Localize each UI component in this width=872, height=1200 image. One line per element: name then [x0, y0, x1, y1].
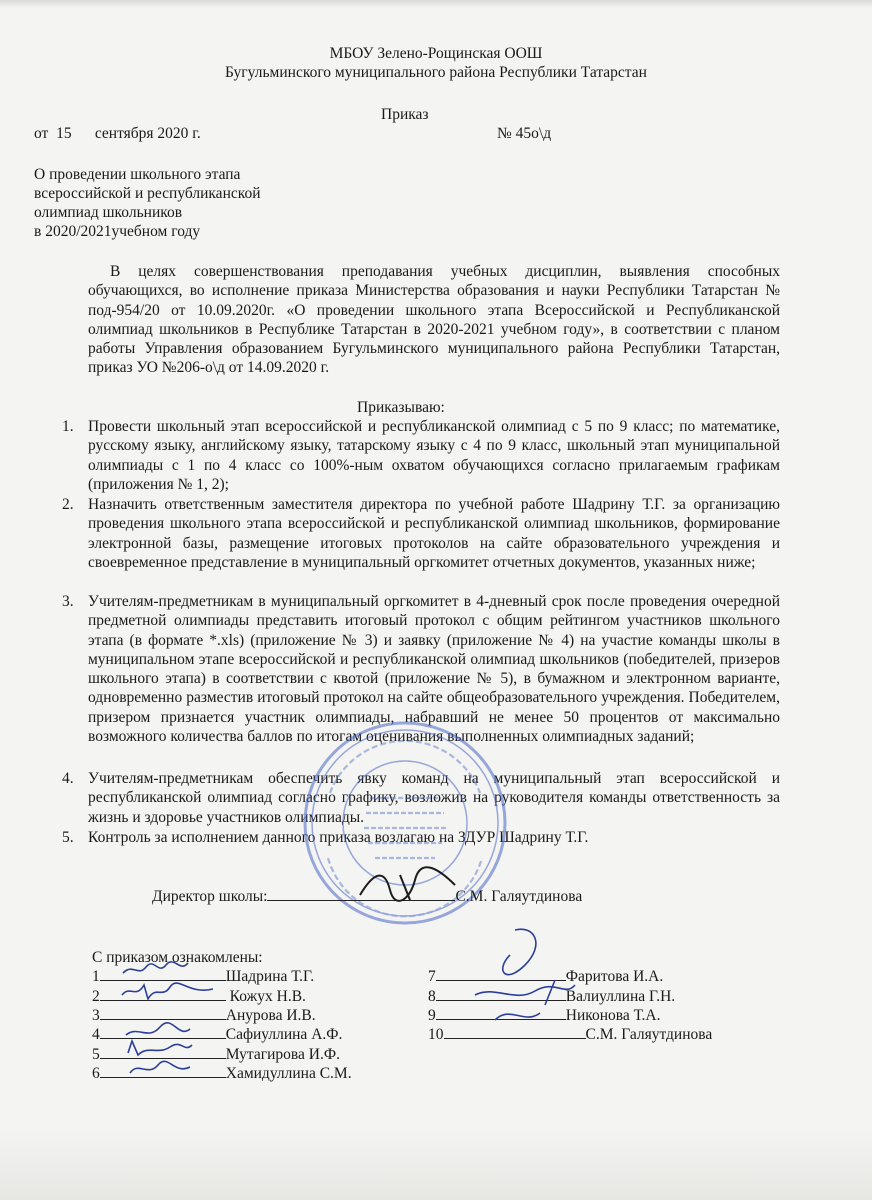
date-prefix: от	[34, 125, 49, 142]
person-name: Хамидуллина С.М.	[225, 1065, 352, 1082]
org-district: Бугульминского муниципального района Республики Татарстан	[225, 64, 647, 81]
order-item-5: Контроль за исполнением данного приказа возлагаю на ЗДУР Шадрину Т.Г.	[88, 829, 589, 846]
order-title: Приказ	[381, 106, 429, 123]
row-number: 6	[92, 1065, 100, 1082]
order-date	[34, 124, 201, 143]
person-name: Фаритова И.А.	[565, 968, 664, 985]
item-number: 3.	[62, 593, 74, 610]
subject-line: в 2020/2021учебном году	[34, 223, 201, 240]
item-number: 4.	[62, 770, 74, 787]
subject-line: олимпиад школьников	[34, 204, 183, 221]
signature-line	[444, 1038, 586, 1039]
order-item-4: Учителям-предметникам обеспечить явку команд на муниципальный этап всероссийской и республиканской олимпиад согласно графику, возложив на руководителя команды ответственность за жизнь и здоровье участников олимпиады.	[88, 770, 780, 826]
row-number: 3	[92, 1007, 100, 1024]
date-month-year: сентября 2020 г.	[94, 125, 201, 142]
person-name: Кожух Н.В.	[225, 988, 306, 1005]
subject-line: всероссийской и республиканской	[34, 185, 261, 202]
item-number: 5.	[62, 829, 74, 846]
person-name: Шадрина Т.Г.	[225, 968, 315, 985]
scan-edge-bottom	[0, 1128, 872, 1200]
org-name: МБОУ Зелено-Рощинская ООШ	[329, 45, 543, 62]
row-number: 10	[428, 1026, 444, 1043]
person-name: Никонова Т.А.	[565, 1007, 661, 1024]
order-item-3: Учителям-предметникам в муниципальный оргкомитет в 4-дневный срок после проведения очередной предметной олимпиады представить итоговый протокол с общим рейтингом участников школьного этапа (в формате *.xls) (приложение № 3) и заявку (приложение № 4) на участие команды школы в муниципальном этапе всероссийской и республиканской олимпиад школьников (победителей, призеров школьного этапа) в соответствии с квотой (приложение № 5), в бумажном и электронном варианте, одновременно разместив итоговый протокол на сайте общеобразовательного учреждения. Победителем, призером признается участник олимпиады, набравший не менее 50 процентов от максимально возможного количества баллов по итогам оценивания выполненных олимпиадных заданий;	[88, 593, 780, 746]
preamble-paragraph: В целях совершенствования преподавания учебных дисциплин, выявления способных обучающихся, во исполнение приказа Министерства образования и науки Республики Татарстан № под-954/20 от 10.09.2020г. «О проведении школьного этапа Всероссийской и Республиканской олимпиад школьников в Республике Татарстан в 2020-2021 учебном году», в соответствии с планом работы Управления образованием Бугульминского муниципального района Республики Татарстан, приказ УО №206-о\д от 14.09.2020 г.	[88, 263, 780, 377]
director-label: Директор школы:	[152, 888, 268, 905]
acquainted-heading: С приказом ознакомлены:	[92, 949, 263, 966]
director-signature	[355, 860, 465, 910]
person-name: Валиуллина Г.Н.	[565, 988, 676, 1005]
item-number: 2.	[62, 496, 74, 513]
person-name: Мутагирова И.Ф.	[225, 1046, 340, 1063]
order-number: № 45о\д	[497, 125, 552, 142]
subject-line: О проведении школьного этапа	[34, 166, 241, 183]
scan-edge-top	[0, 0, 872, 8]
staff-signatures-left	[118, 955, 228, 1085]
date-day: 15	[56, 125, 72, 142]
row-number: 1	[92, 968, 100, 985]
person-name: Сафиуллина А.Ф.	[225, 1026, 343, 1043]
orders-heading: Приказываю:	[357, 399, 445, 416]
order-item-2: Назначить ответственным заместителя директора по учебной работе Шадрину Т.Г. за организацию проведения школьного этапа всероссийской и республиканской олимпиад школьников, формирование электронной базы, размещение итоговых протоколов на сайте образовательного учреждения и своевременное представление в муниципальный оргкомитет отчетных документов, указанных ниже;	[88, 496, 780, 571]
row-number: 4	[92, 1026, 100, 1043]
staff-signatures-right	[455, 925, 605, 1035]
row-number: 5	[92, 1046, 100, 1063]
row-number: 7	[428, 968, 436, 985]
row-number: 2	[92, 988, 100, 1005]
item-number: 1.	[62, 418, 74, 435]
person-name: С.М. Галяутдинова	[585, 1026, 713, 1043]
person-name: Анурова И.В.	[225, 1007, 316, 1024]
director-name: С.М. Галяутдинова	[455, 888, 583, 905]
row-number: 8	[428, 988, 436, 1005]
order-item-1: Провести школьный этап всероссийской и республиканской олимпиад с 5 по 9 класс; по математике, русскому языку, английскому языку, татарскому языку с 4 по 9 класс, школьный этап муниципальной олимпиады с 1 по 4 класс со 100%-ным охватом обучающихся согласно прилагаемым графикам (приложения № 1, 2);	[88, 418, 780, 493]
row-number: 9	[428, 1007, 436, 1024]
